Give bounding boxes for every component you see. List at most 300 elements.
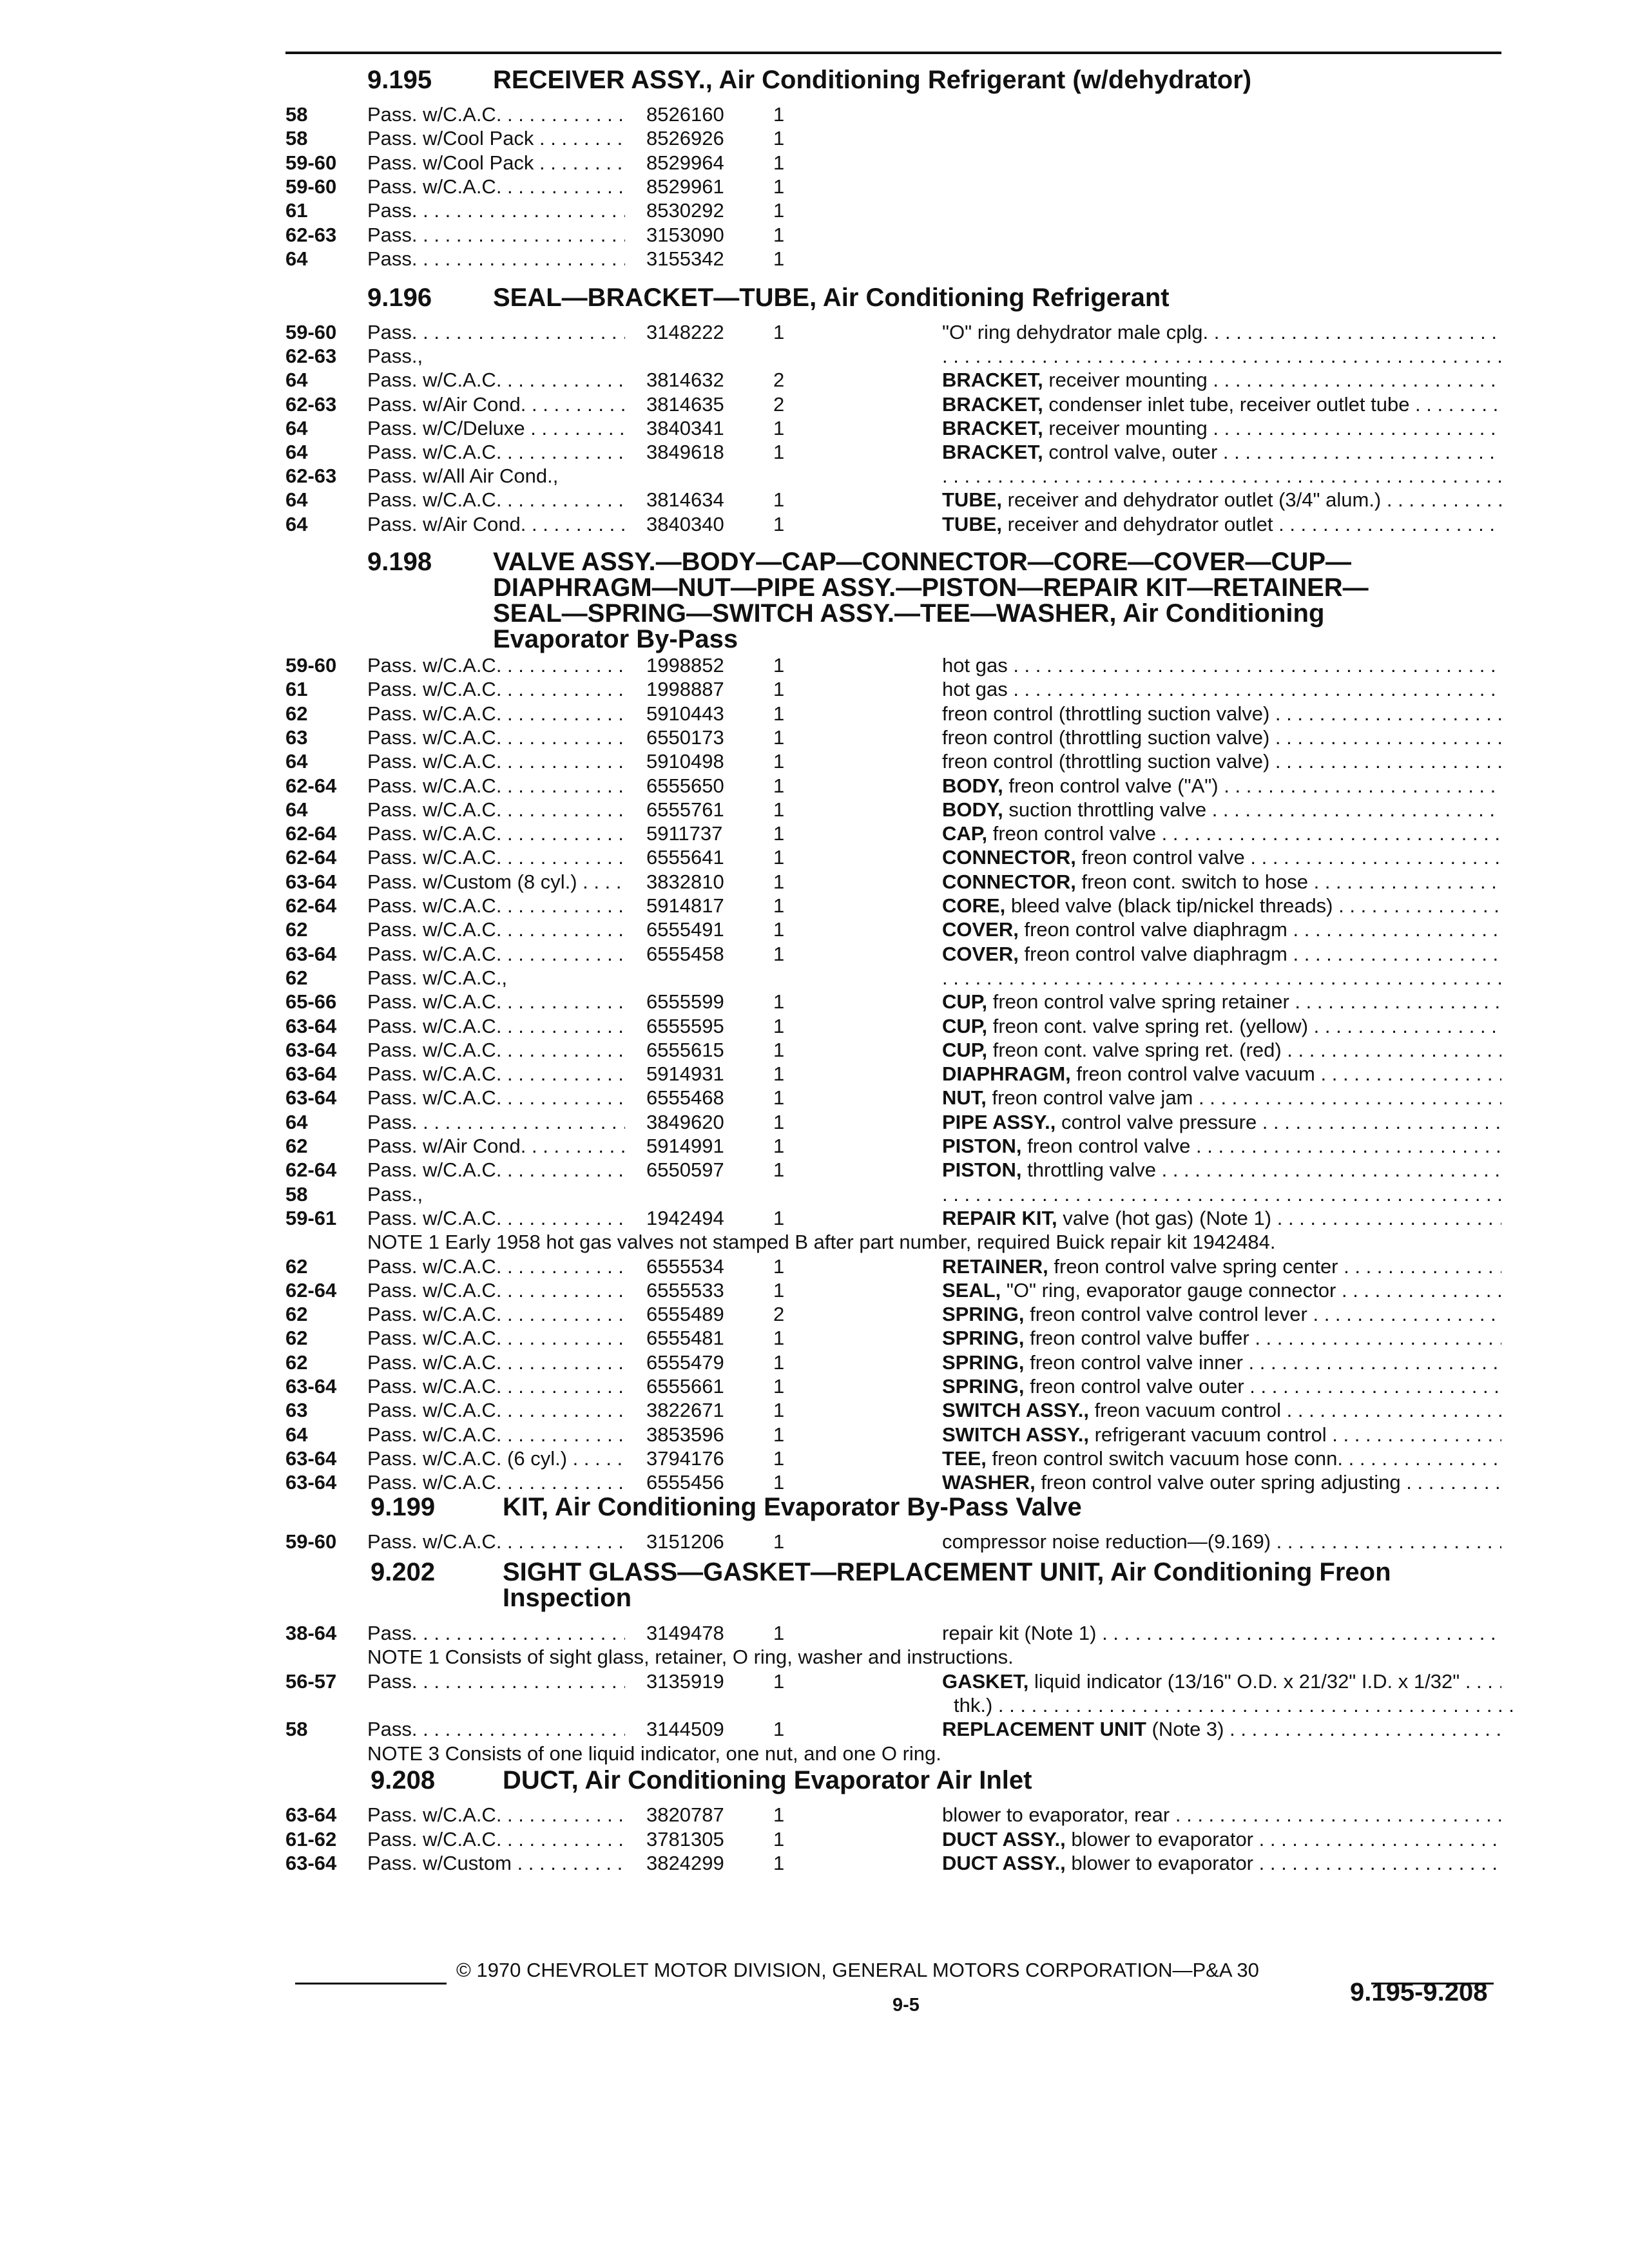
part-description xyxy=(942,1471,1501,1494)
part-number: 3144509 xyxy=(646,1718,724,1740)
model-year: 63-64 xyxy=(285,1015,337,1037)
parts-row xyxy=(0,1670,1629,1695)
quantity: 1 xyxy=(773,1327,785,1349)
part-name: CORE, xyxy=(942,894,1006,917)
parts-row xyxy=(0,750,1629,774)
quantity: 1 xyxy=(773,990,785,1013)
quantity: 1 xyxy=(773,224,785,246)
parts-row xyxy=(0,726,1629,751)
model-application: Pass. . . . xyxy=(367,1718,625,1741)
part-name: PIPE ASSY., xyxy=(942,1111,1056,1133)
part-description xyxy=(942,1135,1501,1158)
section-heading-s208 xyxy=(371,1766,1501,1792)
part-description xyxy=(942,702,1501,726)
description-text: freon control valve diaphragm xyxy=(1024,943,1287,965)
part-description xyxy=(942,1530,1501,1553)
model-year: 64 xyxy=(285,488,308,511)
model-year: 62-64 xyxy=(285,846,337,869)
quantity: 1 xyxy=(773,1158,785,1181)
part-number: 6555595 xyxy=(646,1015,724,1037)
part-description xyxy=(942,1062,1501,1086)
model-application: Pass. . . . xyxy=(367,247,625,271)
part-description xyxy=(942,1303,1501,1326)
description-text: blower to evaporator, rear xyxy=(942,1803,1170,1826)
part-number: 1942494 xyxy=(646,1207,724,1229)
description-text: repair kit (Note 1) xyxy=(942,1622,1097,1644)
parts-row xyxy=(0,918,1629,943)
part-name: SPRING, xyxy=(942,1351,1025,1374)
model-year: 63-64 xyxy=(285,1039,337,1061)
description-text: compressor noise reduction—(9.169) xyxy=(942,1530,1271,1553)
parts-row xyxy=(0,1015,1629,1039)
model-application: Pass. w/Custom . . . xyxy=(367,1852,625,1875)
description-text: freon control valve outer spring adjusting xyxy=(1041,1471,1401,1494)
section-title-line: Inspection xyxy=(503,1584,632,1612)
part-name: WASHER, xyxy=(942,1471,1036,1494)
model-year: 62-63 xyxy=(285,345,337,367)
model-year: 62 xyxy=(285,1255,308,1278)
model-application: Pass. w/C.A.C. . . . xyxy=(367,1530,625,1553)
description-text: receiver mounting xyxy=(1048,369,1208,391)
section-heading-s198 xyxy=(367,548,1501,651)
parts-row xyxy=(0,1303,1629,1327)
description-text: thk.) xyxy=(954,1694,993,1716)
model-year: 59-60 xyxy=(285,321,337,343)
description-text: (Note 3) xyxy=(1152,1718,1224,1740)
part-number: 6555661 xyxy=(646,1375,724,1398)
model-application: Pass. . . . xyxy=(367,1622,625,1645)
section-title-line: SEAL—BRACKET—TUBE, Air Conditioning Refrigerant xyxy=(493,284,1170,312)
parts-row xyxy=(0,393,1629,418)
model-year: 64 xyxy=(285,750,308,773)
part-number: 6555458 xyxy=(646,943,724,965)
model-year: 63-64 xyxy=(285,870,337,893)
parts-row xyxy=(0,103,1629,128)
model-application: Pass. w/C.A.C. . . . xyxy=(367,1471,625,1494)
footer-section-range: 9.195-9.208 xyxy=(1350,1978,1488,2006)
section-number: 9.199 xyxy=(371,1493,436,1521)
description-text: freon control (throttling suction valve) xyxy=(942,702,1270,725)
part-number: 6555650 xyxy=(646,774,724,797)
model-application: Pass. w/C.A.C. . . . xyxy=(367,103,625,126)
part-name: TUBE, xyxy=(942,513,1002,535)
description-text: "O" ring, evaporator gauge connector xyxy=(1006,1279,1336,1302)
parts-row xyxy=(0,345,1629,369)
part-number: 3824299 xyxy=(646,1852,724,1874)
model-year: 59-60 xyxy=(285,1530,337,1553)
model-application: Pass. w/C.A.C. (6 cyl.) . . . xyxy=(367,1447,625,1470)
part-name: BRACKET, xyxy=(942,417,1043,439)
footer-copyright: © 1970 CHEVROLET MOTOR DIVISION, GENERAL MOTORS CORPORATION—P&A 30 xyxy=(456,1959,1259,1981)
parts-row xyxy=(0,870,1629,895)
part-name: CAP, xyxy=(942,822,988,845)
model-year: 62-64 xyxy=(285,774,337,797)
model-year: 63 xyxy=(285,726,308,749)
model-year: 38-64 xyxy=(285,1622,337,1644)
model-year: 58 xyxy=(285,127,308,149)
description-text: hot gas xyxy=(942,678,1008,700)
section-title-line: RECEIVER ASSY., Air Conditioning Refrigerant (w/dehydrator) xyxy=(493,66,1252,94)
model-year: 64 xyxy=(285,1423,308,1446)
quantity: 1 xyxy=(773,1471,785,1494)
model-year: 62 xyxy=(285,702,308,725)
part-description xyxy=(942,1279,1501,1302)
model-application: Pass. w/C.A.C. . . . xyxy=(367,488,625,512)
section-number: 9.202 xyxy=(371,1558,436,1586)
part-description xyxy=(942,1327,1501,1350)
section-title-line: DIAPHRAGM—NUT—PIPE ASSY.—PISTON—REPAIR KIT—RETAINER— xyxy=(493,573,1369,602)
part-number: 3151206 xyxy=(646,1530,724,1553)
parts-row xyxy=(0,1255,1629,1280)
part-number: 3849618 xyxy=(646,441,724,463)
model-application: Pass. w/C.A.C. . . . xyxy=(367,1423,625,1446)
quantity: 1 xyxy=(773,127,785,149)
model-application: Pass. w/C.A.C. . . . xyxy=(367,1828,625,1851)
parts-row xyxy=(0,175,1629,200)
model-application: Pass. w/C.A.C. . . . xyxy=(367,1207,625,1230)
note-text: NOTE 1 Consists of sight glass, retainer, O ring, washer and instructions. xyxy=(367,1646,1014,1668)
section-title-line: KIT, Air Conditioning Evaporator By-Pass Valve xyxy=(503,1493,1082,1521)
part-name: SPRING, xyxy=(942,1303,1025,1325)
part-name: BODY, xyxy=(942,798,1003,821)
part-description xyxy=(942,345,1501,368)
quantity: 1 xyxy=(773,774,785,797)
part-description xyxy=(942,1015,1501,1038)
model-year: 61 xyxy=(285,678,308,700)
model-application: Pass. w/C.A.C. . . . xyxy=(367,369,625,392)
part-description xyxy=(942,1375,1501,1398)
quantity: 1 xyxy=(773,750,785,773)
part-description xyxy=(942,321,1501,344)
part-number: 3820787 xyxy=(646,1803,724,1826)
model-year: 62-63 xyxy=(285,465,337,487)
parts-row xyxy=(0,1399,1629,1423)
quantity: 2 xyxy=(773,1303,785,1325)
model-application: Pass., xyxy=(367,345,423,367)
part-description xyxy=(942,678,1501,701)
part-number: 8526926 xyxy=(646,127,724,149)
part-name: DUCT ASSY., xyxy=(942,1828,1066,1850)
model-application: Pass. w/C.A.C. . . . xyxy=(367,726,625,749)
model-year: 62-64 xyxy=(285,1279,337,1302)
description-text: suction throttling valve xyxy=(1008,798,1207,821)
quantity: 1 xyxy=(773,1622,785,1644)
section-number: 9.196 xyxy=(367,284,432,312)
part-description xyxy=(942,870,1501,894)
part-name: COVER, xyxy=(942,943,1019,965)
part-description xyxy=(942,417,1501,440)
model-application: Pass. w/C.A.C. . . . xyxy=(367,1327,625,1350)
description-text: refrigerant vacuum control xyxy=(1094,1423,1327,1446)
model-year: 63-64 xyxy=(285,1852,337,1874)
model-year: 63-64 xyxy=(285,1375,337,1398)
parts-row xyxy=(0,1039,1629,1063)
quantity: 1 xyxy=(773,943,785,965)
model-year: 61 xyxy=(285,199,308,222)
model-year: 56-57 xyxy=(285,1670,337,1693)
quantity: 1 xyxy=(773,1423,785,1446)
part-name: PISTON, xyxy=(942,1158,1022,1181)
model-year: 63-64 xyxy=(285,1471,337,1494)
part-number: 6555491 xyxy=(646,918,724,941)
part-number: 6550597 xyxy=(646,1158,724,1181)
model-year: 63-64 xyxy=(285,1062,337,1085)
part-number: 5910498 xyxy=(646,750,724,773)
parts-row xyxy=(0,1375,1629,1399)
description-text: receiver mounting xyxy=(1048,417,1208,439)
parts-row xyxy=(0,321,1629,345)
parts-row xyxy=(0,151,1629,176)
quantity: 1 xyxy=(773,870,785,893)
quantity: 1 xyxy=(773,1015,785,1037)
part-number: 6555599 xyxy=(646,990,724,1013)
part-description xyxy=(942,1622,1501,1645)
parts-row xyxy=(0,1718,1629,1742)
description-text: receiver and dehydrator outlet xyxy=(1007,513,1273,535)
description-text: freon control valve jam xyxy=(992,1086,1193,1109)
model-year: 59-60 xyxy=(285,654,337,677)
parts-note xyxy=(0,1231,1629,1255)
model-application: Pass. w/C.A.C. . . . xyxy=(367,1303,625,1326)
description-text: hot gas xyxy=(942,654,1008,677)
section-heading-s196 xyxy=(367,284,1501,312)
part-description xyxy=(942,990,1501,1014)
part-number: 8529961 xyxy=(646,175,724,198)
parts-row xyxy=(0,1086,1629,1111)
description-text: freon control valve xyxy=(1081,846,1245,869)
model-application: Pass. w/C/Deluxe . . . xyxy=(367,417,625,440)
model-year: 64 xyxy=(285,417,308,439)
model-application: Pass. w/Air Cond. . . . xyxy=(367,393,625,416)
description-text: condenser inlet tube, receiver outlet tube xyxy=(1048,393,1410,416)
model-application: Pass. w/C.A.C. . . . xyxy=(367,846,625,869)
model-application: Pass. w/Cool Pack . . . xyxy=(367,127,625,150)
quantity: 1 xyxy=(773,678,785,700)
model-year: 63-64 xyxy=(285,1447,337,1470)
quantity: 1 xyxy=(773,798,785,821)
section-heading-s195 xyxy=(367,66,1501,94)
part-description xyxy=(942,1852,1501,1875)
model-application: Pass. . . . xyxy=(367,224,625,247)
quantity: 1 xyxy=(773,1718,785,1740)
parts-row xyxy=(0,199,1629,224)
part-name: COVER, xyxy=(942,918,1019,941)
parts-row xyxy=(0,247,1629,272)
model-application: Pass. w/C.A.C. . . . xyxy=(367,1351,625,1374)
section-number: 9.198 xyxy=(367,548,432,576)
quantity: 1 xyxy=(773,103,785,126)
section-title-line: Evaporator By-Pass xyxy=(493,625,738,653)
parts-row xyxy=(0,127,1629,151)
model-application: Pass., xyxy=(367,1183,423,1206)
part-description xyxy=(942,846,1501,869)
quantity: 1 xyxy=(773,247,785,270)
parts-row xyxy=(0,441,1629,465)
parts-row xyxy=(0,798,1629,823)
parts-row xyxy=(0,417,1629,441)
part-description xyxy=(942,1111,1501,1134)
model-application: Pass. w/C.A.C. . . . xyxy=(367,175,625,198)
parts-row xyxy=(0,1471,1629,1495)
part-name: BRACKET, xyxy=(942,393,1043,416)
description-text: throttling valve xyxy=(1027,1158,1156,1181)
part-number: 3149478 xyxy=(646,1622,724,1644)
quantity: 1 xyxy=(773,175,785,198)
description-text: valve (hot gas) (Note 1) xyxy=(1063,1207,1272,1229)
quantity: 1 xyxy=(773,1399,785,1421)
model-application: Pass. w/C.A.C. . . . xyxy=(367,1039,625,1062)
description-text: freon cont. switch to hose xyxy=(1081,870,1308,893)
model-year: 59-61 xyxy=(285,1207,337,1229)
parts-row xyxy=(0,678,1629,702)
part-name: CONNECTOR, xyxy=(942,846,1076,869)
quantity: 1 xyxy=(773,513,785,535)
part-number: 3814632 xyxy=(646,369,724,391)
model-application: Pass. w/C.A.C. . . . xyxy=(367,943,625,966)
part-description xyxy=(942,1255,1501,1278)
model-year: 64 xyxy=(285,1111,308,1133)
part-number: 6550173 xyxy=(646,726,724,749)
part-description xyxy=(942,943,1501,966)
quantity: 1 xyxy=(773,1086,785,1109)
model-application: Pass. w/C.A.C. . . . xyxy=(367,1015,625,1038)
part-number: 3794176 xyxy=(646,1447,724,1470)
part-number: 3840341 xyxy=(646,417,724,439)
parts-row xyxy=(0,513,1629,537)
part-name: CUP, xyxy=(942,1039,988,1061)
parts-row xyxy=(0,966,1629,991)
parts-row xyxy=(0,1183,1629,1207)
part-description xyxy=(942,1670,1501,1693)
parts-row xyxy=(0,1158,1629,1183)
part-description xyxy=(942,1447,1501,1470)
model-application: Pass. w/C.A.C. . . . xyxy=(367,1158,625,1182)
footer-page-number: 9-5 xyxy=(892,1995,920,2015)
description-text: freon control valve buffer xyxy=(1030,1327,1249,1349)
part-description xyxy=(942,822,1501,845)
part-name: BRACKET, xyxy=(942,441,1043,463)
model-year: 64 xyxy=(285,798,308,821)
parts-row xyxy=(0,224,1629,248)
part-description xyxy=(942,1039,1501,1062)
description-text: control valve, outer xyxy=(1048,441,1218,463)
model-year: 63-64 xyxy=(285,943,337,965)
description-text: freon control valve spring retainer xyxy=(992,990,1289,1013)
section-number: 9.208 xyxy=(371,1766,436,1794)
part-name: GASKET, xyxy=(942,1670,1029,1693)
part-number: 3853596 xyxy=(646,1423,724,1446)
part-number: 5914931 xyxy=(646,1062,724,1085)
part-description xyxy=(942,1803,1501,1827)
part-description xyxy=(942,1828,1501,1851)
parts-row xyxy=(0,1062,1629,1087)
quantity: 1 xyxy=(773,822,785,845)
part-description xyxy=(942,750,1501,773)
model-year: 63-64 xyxy=(285,1803,337,1826)
model-application: Pass. w/C.A.C. . . . xyxy=(367,1803,625,1827)
parts-row xyxy=(0,1111,1629,1135)
parts-row xyxy=(0,488,1629,513)
description-text: freon control valve ("A") xyxy=(1008,774,1219,797)
description-text: freon control valve xyxy=(1027,1135,1191,1157)
model-year: 64 xyxy=(285,513,308,535)
part-number: 3153090 xyxy=(646,224,724,246)
model-year: 62 xyxy=(285,1303,308,1325)
model-year: 62-64 xyxy=(285,1158,337,1181)
parts-row xyxy=(0,369,1629,393)
description-text: freon control valve diaphragm xyxy=(1024,918,1287,941)
part-number: 6555761 xyxy=(646,798,724,821)
part-name: PISTON, xyxy=(942,1135,1022,1157)
part-name: CUP, xyxy=(942,990,988,1013)
part-description xyxy=(942,1183,1501,1206)
model-year: 62 xyxy=(285,1135,308,1157)
model-application: Pass. . . . xyxy=(367,199,625,222)
part-number: 6555468 xyxy=(646,1086,724,1109)
model-application: Pass. . . . xyxy=(367,1670,625,1693)
parts-row xyxy=(0,822,1629,847)
section-heading-s199 xyxy=(371,1493,1501,1519)
quantity: 2 xyxy=(773,393,785,416)
part-number: 1998887 xyxy=(646,678,724,700)
parts-row xyxy=(0,1135,1629,1159)
quantity: 1 xyxy=(773,1803,785,1826)
quantity: 2 xyxy=(773,369,785,391)
part-number: 3814634 xyxy=(646,488,724,511)
description-text: freon control (throttling suction valve) xyxy=(942,726,1270,749)
parts-row xyxy=(0,1852,1629,1876)
part-name: SWITCH ASSY., xyxy=(942,1399,1089,1421)
part-number: 8526160 xyxy=(646,103,724,126)
part-number: 3832810 xyxy=(646,870,724,893)
part-number: 3840340 xyxy=(646,513,724,535)
model-application: Pass. w/C.A.C. . . . xyxy=(367,822,625,845)
description-text: receiver and dehydrator outlet (3/4" alum.) xyxy=(1007,488,1382,511)
model-application: Pass. w/C.A.C. . . . xyxy=(367,1375,625,1398)
part-description xyxy=(942,654,1501,677)
model-year: 63-64 xyxy=(285,1086,337,1109)
part-number: 3148222 xyxy=(646,321,724,343)
part-number: 3155342 xyxy=(646,247,724,270)
parts-row xyxy=(0,1530,1629,1555)
model-year: 62 xyxy=(285,1351,308,1374)
quantity: 1 xyxy=(773,1207,785,1229)
model-application: Pass. w/Custom (8 cyl.) . . . xyxy=(367,870,625,894)
part-number: 5914991 xyxy=(646,1135,724,1157)
note-text: NOTE 1 Early 1958 hot gas valves not stamped B after part number, required Buick repair kit 1942484. xyxy=(367,1231,1276,1253)
description-text: freon vacuum control xyxy=(1094,1399,1282,1421)
quantity: 1 xyxy=(773,1852,785,1874)
parts-row xyxy=(0,1207,1629,1231)
part-description xyxy=(942,1399,1501,1422)
part-description xyxy=(942,441,1501,464)
model-year: 65-66 xyxy=(285,990,337,1013)
quantity: 1 xyxy=(773,894,785,917)
part-name: REPLACEMENT UNIT xyxy=(942,1718,1146,1740)
description-text: freon control valve inner xyxy=(1030,1351,1243,1374)
part-name: SPRING, xyxy=(942,1375,1025,1398)
part-number: 3781305 xyxy=(646,1828,724,1850)
description-text: freon cont. valve spring ret. (red) xyxy=(992,1039,1282,1061)
top-rule xyxy=(285,52,1501,54)
description-text: freon control valve outer xyxy=(1030,1375,1244,1398)
quantity: 1 xyxy=(773,321,785,343)
description-text: "O" ring dehydrator male cplg. xyxy=(942,321,1209,343)
parts-row xyxy=(0,1447,1629,1472)
model-year: 64 xyxy=(285,369,308,391)
model-year: 64 xyxy=(285,247,308,270)
model-application: Pass. w/C.A.C. . . . xyxy=(367,798,625,822)
